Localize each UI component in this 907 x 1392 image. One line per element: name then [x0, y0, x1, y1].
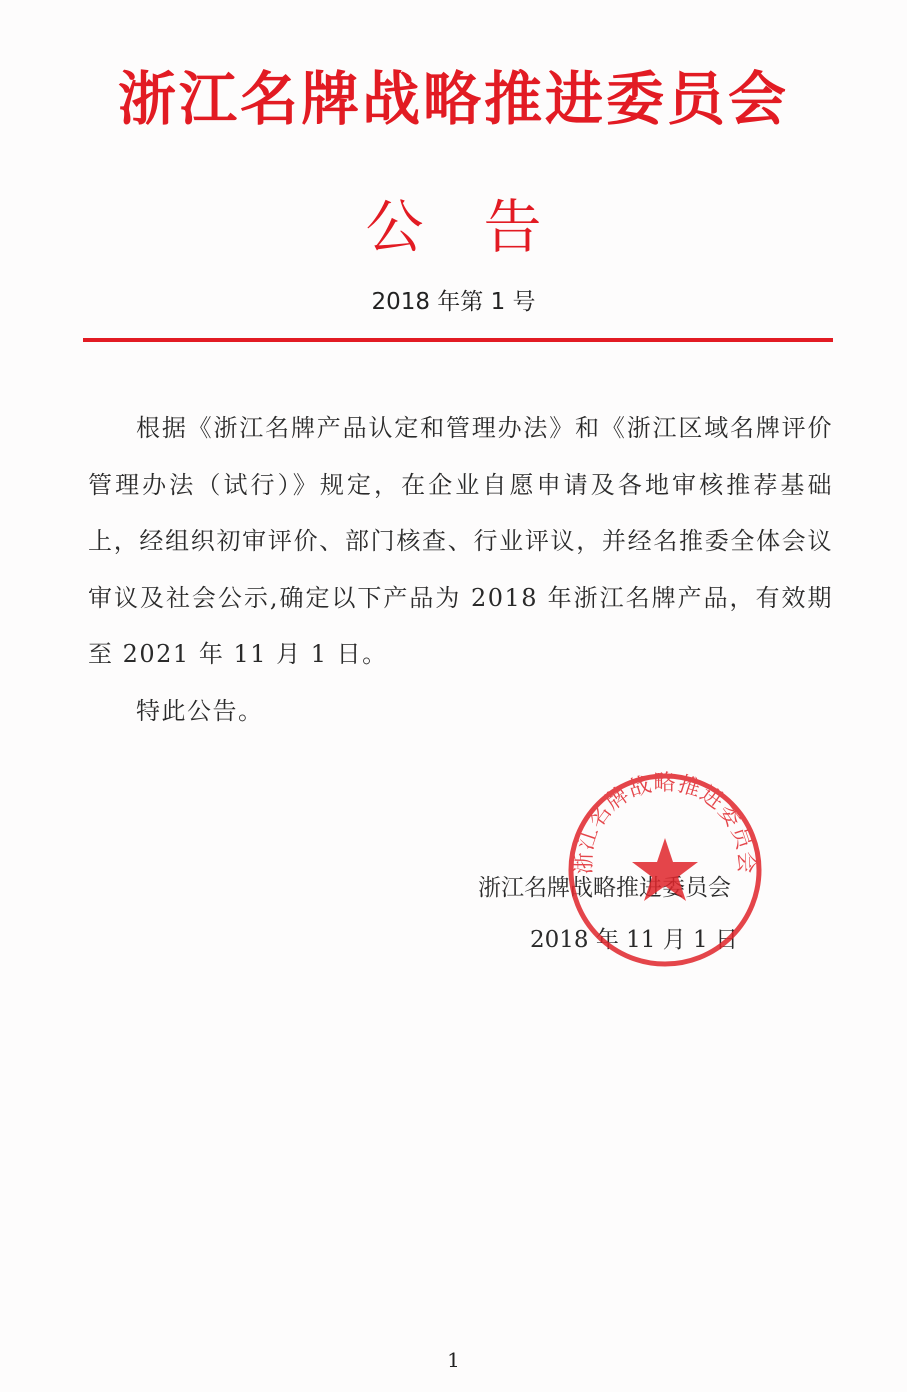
official-seal-stamp — [565, 770, 765, 970]
seal-text-path: 浙江名牌战略推进委员会 — [571, 771, 759, 875]
red-divider-line — [83, 338, 833, 342]
page-number: 1 — [447, 1348, 460, 1372]
seal-star-icon — [632, 838, 698, 901]
org-title: 浙江名牌战略推进委员会 — [117, 65, 789, 133]
signature-date: 2018 年 11 月 1 日 — [530, 927, 738, 953]
signature-org: 浙江名牌战略推进委员会 — [478, 875, 731, 901]
body-paragraph-closing: 特此公告。 — [136, 696, 264, 725]
document-number: 2018 年第 1 号 — [371, 289, 536, 315]
document-kind-heading: 公告 — [365, 193, 602, 261]
announcement-body — [88, 400, 833, 739]
body-paragraph: 根据《浙江名牌产品认定和管理办法》和《浙江区域名牌评价管理办法（试行）》规定，在企业自愿申请及各地审核推荐基础上，经组织初审评价、部门核查、行业评议，并经名推委全体会议审议及社会公示,确定以下产品为 2018 年浙江名牌产品，有效期至 2021 年 11 月 1 日。 — [88, 414, 833, 668]
